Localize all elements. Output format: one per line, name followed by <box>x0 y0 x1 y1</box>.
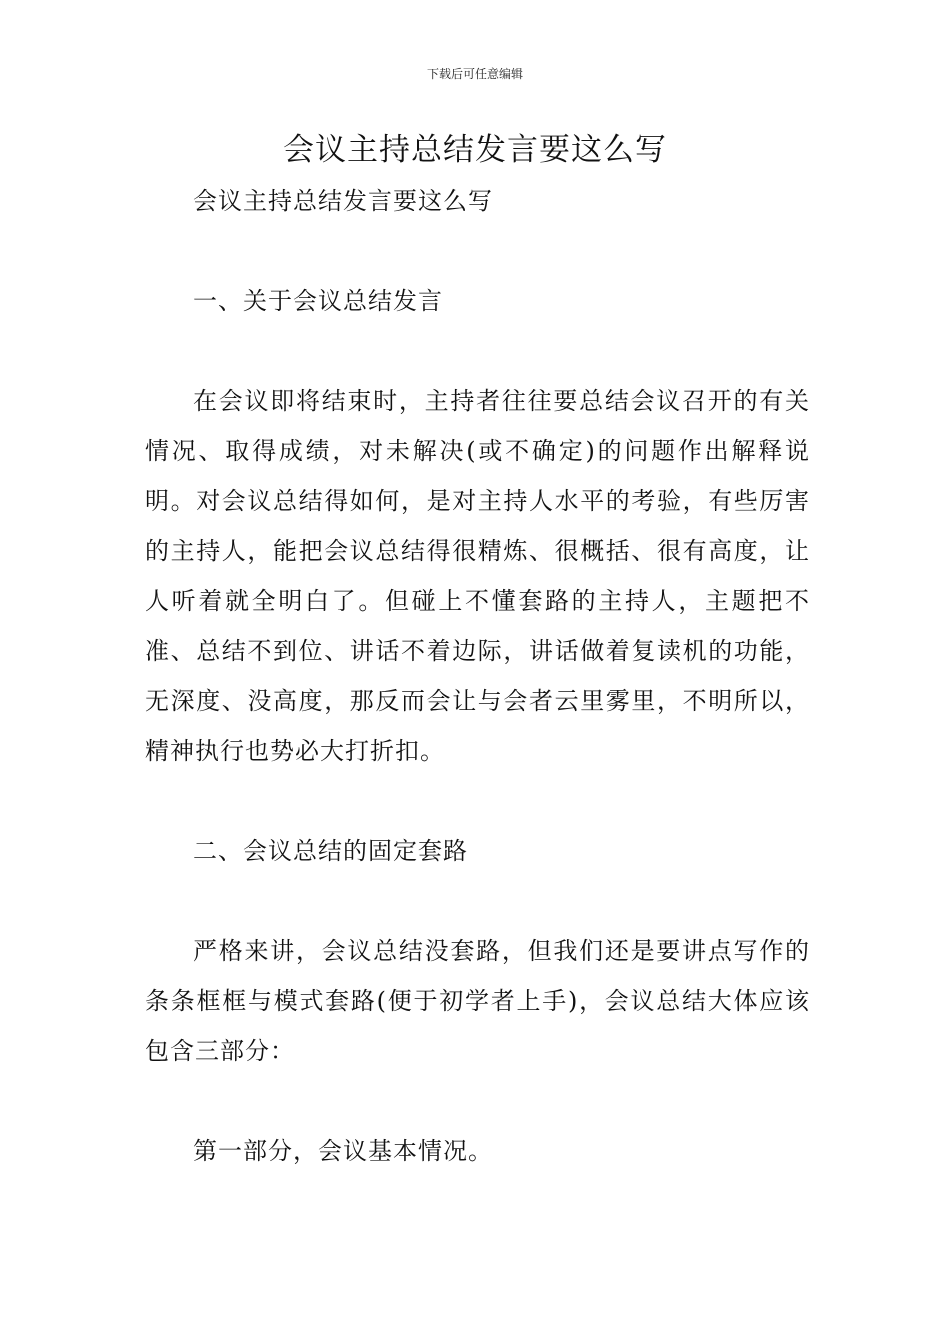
section-2-heading: 二、会议总结的固定套路 <box>193 837 468 865</box>
document-body <box>145 176 810 1176</box>
section-1-heading: 一、关于会议总结发言 <box>193 287 443 315</box>
header-note: 下载后可任意编辑 <box>426 67 523 81</box>
section-1-paragraph: 在会议即将结束时，主持者往往要总结会议召开的有关情况、取得成绩，对未解决(或不确定)的问题作出解释说明。对会议总结得如何，是对主持人水平的考验，有些厉害的主持人，能把会议总结得很精炼、很概括、很有高度，让人听着就全明白了。但碰上不懂套路的主持人，主题把不准、总结不到位、讲话不着边际，讲话做着复读机的功能，无深度、没高度，那反而会让与会者云里雾里，不明所以，精神执行也势必大打折扣。 <box>145 387 810 765</box>
section-2-paragraph: 严格来讲，会议总结没套路，但我们还是要讲点写作的条条框框与模式套路(便于初学者上手)，会议总结大体应该包含三部分： <box>145 937 810 1065</box>
part-1-line: 第一部分，会议基本情况。 <box>193 1137 493 1165</box>
document-subtitle: 会议主持总结发言要这么写 <box>193 187 493 215</box>
document-title: 会议主持总结发言要这么写 <box>283 132 667 168</box>
